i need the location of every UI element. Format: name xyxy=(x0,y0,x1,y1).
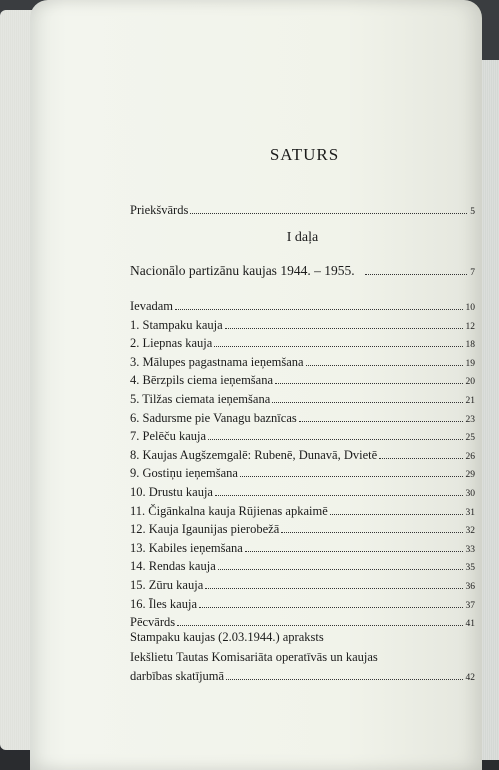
toc-entry-label: Pēcvārds xyxy=(130,615,176,630)
toc-page-number: 30 xyxy=(465,489,475,499)
toc-page-number: 23 xyxy=(465,414,475,425)
dot-leader xyxy=(199,607,463,608)
toc-page-number: 29 xyxy=(465,470,475,481)
toc-page-number: 42 xyxy=(465,673,475,683)
toc-page-number: 12 xyxy=(465,321,475,332)
dot-leader xyxy=(218,569,463,570)
toc-page-number: 36 xyxy=(465,582,475,592)
toc-entry xyxy=(130,315,475,333)
dot-leader xyxy=(225,328,463,329)
toc-entry-label: 12. Kauja Igaunijas pierobežā xyxy=(130,522,280,537)
dot-leader xyxy=(214,346,462,347)
dot-leader xyxy=(240,476,463,477)
toc-entry xyxy=(130,463,475,481)
toc-page-number: 20 xyxy=(465,377,475,388)
toc-entry-label: 5. Tilžas ciemata ieņemšana xyxy=(130,392,271,406)
toc-entry-label: 14. Rendas kauja xyxy=(130,559,216,574)
dot-leader xyxy=(330,514,463,515)
toc-entry-label: 4. Bērzpils ciema ieņemšana xyxy=(130,373,273,388)
toc-entry xyxy=(130,538,475,556)
toc-entry-label: 16. Īles kauja xyxy=(130,596,197,611)
toc-page-number: 7 xyxy=(470,268,475,278)
toc-page-number: 19 xyxy=(465,358,475,369)
toc-page-number: 5 xyxy=(470,207,475,217)
toc-entry xyxy=(130,594,475,612)
toc-entry xyxy=(130,333,475,351)
toc-entry-label: 7. Pelēču kauja xyxy=(130,429,207,444)
toc-entry xyxy=(130,575,475,593)
toc-entry xyxy=(130,370,475,388)
toc-entry-label: 9. Gostiņu ieņemšana xyxy=(130,466,238,481)
toc-entry-appendix xyxy=(130,666,475,684)
toc-entry xyxy=(130,501,475,519)
dot-leader xyxy=(226,679,462,680)
dot-leader xyxy=(177,625,462,626)
dot-leader xyxy=(275,383,463,384)
toc-entry-part xyxy=(130,261,475,279)
part-heading: I daļa xyxy=(286,230,319,245)
toc-entry xyxy=(130,408,475,426)
toc-page-number: 32 xyxy=(465,526,475,537)
toc-entry-label: 10. Drustu kauja xyxy=(130,485,213,499)
toc-entry-label: Ievadam xyxy=(130,299,174,313)
appendix-line-1: Stampaku kaujas (2.03.1944.) apraksts xyxy=(130,630,324,644)
toc-entry-label: 11. Čigānkalna kauja Rūjienas apkaimē xyxy=(130,503,328,518)
toc-entry xyxy=(130,389,475,407)
page-title: SATURS xyxy=(269,145,340,164)
toc-entry-label: 13. Kabiles ieņemšana xyxy=(130,540,243,555)
toc-entry xyxy=(130,612,475,630)
toc-page-number: 31 xyxy=(465,507,475,518)
toc-entry-label: Nacionālo partizānu kaujas 1944. – 1955. xyxy=(130,263,355,278)
toc-entry xyxy=(130,426,475,444)
toc-page-number: 35 xyxy=(465,563,475,574)
toc-entry xyxy=(130,519,475,537)
dot-leader xyxy=(272,402,462,403)
toc-entry-label: darbības skatījumā xyxy=(130,669,225,683)
dot-leader xyxy=(365,274,468,275)
toc-entry-label: 15. Zūru kauja xyxy=(130,578,204,592)
toc-entry-label: Priekšvārds xyxy=(130,203,189,217)
dot-leader xyxy=(175,309,462,310)
toc-entry-label: 1. Stampaku kauja xyxy=(130,317,223,332)
dot-leader xyxy=(190,213,467,214)
toc-entry-intro xyxy=(130,200,475,218)
dot-leader xyxy=(205,588,462,589)
toc-entry-label: 6. Sadursme pie Vanagu baznīcas xyxy=(130,410,297,425)
toc-page-number: 41 xyxy=(465,619,475,630)
dot-leader xyxy=(215,495,463,496)
dot-leader xyxy=(299,421,463,422)
toc-page-number: 21 xyxy=(465,396,475,406)
toc-page-number: 10 xyxy=(465,303,475,313)
toc-page-number: 25 xyxy=(465,433,475,444)
toc-entry xyxy=(130,296,475,314)
toc-entry-label: 8. Kaujas Augšzemgalē: Rubenē, Dunavā, Dvietē xyxy=(130,447,378,462)
toc-entry xyxy=(130,482,475,500)
toc-entry xyxy=(130,352,475,370)
toc-page-number: 33 xyxy=(465,544,475,555)
appendix-line-2: Iekšlietu Tautas Komisariāta operatīvās un kaujas xyxy=(130,650,378,664)
dot-leader xyxy=(281,532,462,533)
dot-leader xyxy=(245,551,463,552)
toc-entry xyxy=(130,556,475,574)
toc-page-number: 26 xyxy=(465,451,475,462)
toc-entry-label: 3. Mālupes pagastnama ieņemšana xyxy=(130,354,304,369)
toc-entry-label: 2. Liepnas kauja xyxy=(130,336,213,351)
toc-page-number: 18 xyxy=(465,340,475,351)
page-edges-left xyxy=(0,10,34,750)
toc-page-number: 37 xyxy=(465,600,475,611)
toc-entry xyxy=(130,445,475,463)
dot-leader xyxy=(208,439,462,440)
dot-leader xyxy=(306,365,463,366)
dot-leader xyxy=(379,458,462,459)
book-page xyxy=(30,0,482,770)
